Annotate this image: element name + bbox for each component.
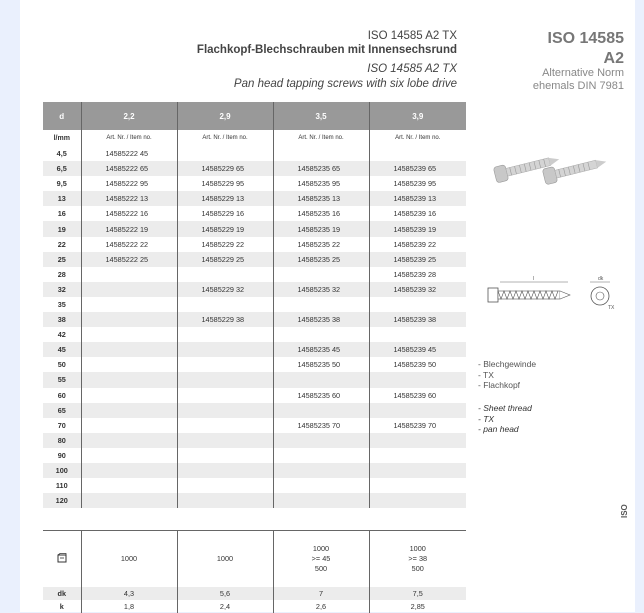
item-number-cell xyxy=(81,448,177,463)
art-nr-label: Art. Nr. / Item no. xyxy=(177,130,273,146)
feature-en: - Sheet thread xyxy=(478,403,532,413)
diameter-header: 2,9 xyxy=(177,102,273,130)
item-number-cell xyxy=(81,372,177,387)
item-number-cell xyxy=(273,327,369,342)
item-number-cell: 14585239 38 xyxy=(369,312,466,327)
item-number-cell: 14585239 28 xyxy=(369,267,466,282)
item-number-cell xyxy=(81,388,177,403)
diameter-header: 3,5 xyxy=(273,102,369,130)
item-number-cell xyxy=(81,418,177,433)
item-number-cell: 14585235 22 xyxy=(273,237,369,252)
length-cell: 110 xyxy=(43,478,81,493)
item-number-cell: 14585235 95 xyxy=(273,176,369,191)
header-line-3: ISO 14585 A2 TX xyxy=(367,63,457,75)
table-row xyxy=(43,327,466,342)
item-number-cell: 14585235 45 xyxy=(273,342,369,357)
item-number-cell xyxy=(81,403,177,418)
item-number-cell: 14585229 13 xyxy=(177,191,273,206)
art-nr-label: Art. Nr. / Item no. xyxy=(81,130,177,146)
table-row xyxy=(43,161,466,176)
item-number-cell: 14585235 65 xyxy=(273,161,369,176)
item-number-cell xyxy=(177,433,273,448)
item-number-cell xyxy=(177,463,273,478)
item-number-cell xyxy=(81,327,177,342)
item-number-cell xyxy=(81,493,177,508)
item-number-cell: 14585229 38 xyxy=(177,312,273,327)
item-number-cell xyxy=(369,403,466,418)
item-number-cell: 14585239 16 xyxy=(369,206,466,221)
item-number-cell xyxy=(369,463,466,478)
item-number-cell: 14585239 13 xyxy=(369,191,466,206)
item-number-cell: 14585229 22 xyxy=(177,237,273,252)
item-number-cell xyxy=(81,463,177,478)
item-number-cell xyxy=(177,372,273,387)
table-row xyxy=(43,312,466,327)
table-row xyxy=(43,433,466,448)
item-number-cell: 14585239 22 xyxy=(369,237,466,252)
item-number-cell xyxy=(369,297,466,312)
item-number-cell: 14585235 25 xyxy=(273,252,369,267)
length-cell: 65 xyxy=(43,403,81,418)
length-cell: 9,5 xyxy=(43,176,81,191)
item-number-cell xyxy=(81,433,177,448)
item-number-cell: 14585235 16 xyxy=(273,206,369,221)
table-row xyxy=(43,448,466,463)
table-row xyxy=(43,372,466,387)
item-number-cell: 14585235 70 xyxy=(273,418,369,433)
table-row xyxy=(43,237,466,252)
table-row xyxy=(43,176,466,191)
header-line-4: Pan head tapping screws with six lobe drive xyxy=(233,78,457,90)
item-number-cell xyxy=(273,146,369,161)
item-number-cell: 14585239 95 xyxy=(369,176,466,191)
item-number-cell: 14585235 19 xyxy=(273,221,369,236)
length-cell: 38 xyxy=(43,312,81,327)
item-number-cell: 14585229 16 xyxy=(177,206,273,221)
iso-title xyxy=(548,29,625,69)
drawing-label-l: l xyxy=(533,276,535,282)
packaging-qty: 1000 xyxy=(177,531,273,588)
length-cell: 70 xyxy=(43,418,81,433)
features-german xyxy=(478,359,536,391)
item-number-cell xyxy=(81,357,177,372)
iso-title-line-2: A2 xyxy=(603,50,624,67)
feature-en: - pan head xyxy=(478,424,519,434)
table-row xyxy=(43,357,466,372)
item-number-cell xyxy=(177,478,273,493)
table-row xyxy=(43,403,466,418)
item-number-cell xyxy=(273,297,369,312)
item-number-cell xyxy=(369,433,466,448)
d-header: d xyxy=(43,102,81,130)
item-number-cell xyxy=(177,327,273,342)
item-number-cell xyxy=(81,282,177,297)
item-number-cell: 14585239 25 xyxy=(369,252,466,267)
item-number-cell xyxy=(273,493,369,508)
item-number-cell: 14585222 16 xyxy=(81,206,177,221)
item-number-cell xyxy=(273,448,369,463)
item-number-cell: 14585229 65 xyxy=(177,161,273,176)
packaging-qty: 1000 >= 45 500 xyxy=(273,531,369,588)
length-cell: 42 xyxy=(43,327,81,342)
item-number-cell xyxy=(273,433,369,448)
item-number-cell xyxy=(369,448,466,463)
item-number-cell xyxy=(273,478,369,493)
length-cell: 19 xyxy=(43,221,81,236)
packaging-row xyxy=(43,531,466,588)
table-row xyxy=(43,191,466,206)
item-number-cell: 14585222 65 xyxy=(81,161,177,176)
length-cell: 80 xyxy=(43,433,81,448)
item-number-cell: 14585235 38 xyxy=(273,312,369,327)
item-number-cell xyxy=(369,146,466,161)
length-cell: 28 xyxy=(43,267,81,282)
item-number-cell xyxy=(369,372,466,387)
feature-de: - TX xyxy=(478,369,494,380)
item-number-cell: 14585239 70 xyxy=(369,418,466,433)
item-number-cell: 14585229 95 xyxy=(177,176,273,191)
length-cell: 35 xyxy=(43,297,81,312)
item-number-cell: 14585222 19 xyxy=(81,221,177,236)
item-number-cell: 14585222 25 xyxy=(81,252,177,267)
length-cell: 22 xyxy=(43,237,81,252)
catalog-page xyxy=(20,0,635,612)
table-row xyxy=(43,267,466,282)
diameter-header: 2,2 xyxy=(81,102,177,130)
length-cell: 120 xyxy=(43,493,81,508)
table-row xyxy=(43,493,466,508)
item-number-cell xyxy=(177,493,273,508)
item-number-cell: 14585235 60 xyxy=(273,388,369,403)
length-cell: 6,5 xyxy=(43,161,81,176)
length-cell: 50 xyxy=(43,357,81,372)
item-number-cell xyxy=(177,448,273,463)
item-number-cell xyxy=(273,463,369,478)
dimension-row-k: k 1,8 2,4 2,6 2,85 xyxy=(43,600,466,613)
item-number-cell: 14585229 25 xyxy=(177,252,273,267)
item-number-cell: 14585222 95 xyxy=(81,176,177,191)
art-nr-label: Art. Nr. / Item no. xyxy=(273,130,369,146)
item-number-cell xyxy=(273,403,369,418)
feature-en: - TX xyxy=(478,413,495,424)
drawing-label-dk: dk xyxy=(598,276,604,282)
alternative-norm xyxy=(533,67,624,93)
diameter-header: 3,9 xyxy=(369,102,466,130)
length-cell: 4,5 xyxy=(43,146,81,161)
length-cell: 60 xyxy=(43,388,81,403)
item-number-cell: 14585222 22 xyxy=(81,237,177,252)
item-number-cell xyxy=(81,312,177,327)
table-row xyxy=(43,478,466,493)
alternative-norm-line-1: Alternative Norm xyxy=(542,67,624,79)
table-row xyxy=(43,388,466,403)
length-cell: 55 xyxy=(43,372,81,387)
item-number-cell: 14585235 13 xyxy=(273,191,369,206)
diameter-header-row xyxy=(43,102,466,130)
item-number-cell: 14585239 60 xyxy=(369,388,466,403)
item-number-cell xyxy=(273,267,369,282)
table-row xyxy=(43,206,466,221)
item-number-cell xyxy=(369,478,466,493)
item-number-cell: 14585239 32 xyxy=(369,282,466,297)
table-row xyxy=(43,252,466,267)
screw-photo xyxy=(485,140,613,196)
item-number-cell xyxy=(369,493,466,508)
header-line-2: Flachkopf-Blechschrauben mit Innensechsrund xyxy=(196,44,457,56)
item-number-cell: 14585239 65 xyxy=(369,161,466,176)
iso-title-line-1: ISO 14585 xyxy=(547,30,624,47)
subheader-row xyxy=(43,130,466,146)
side-tab: ISO xyxy=(620,504,629,518)
features-english xyxy=(478,403,532,435)
item-number-cell: 14585229 32 xyxy=(177,282,273,297)
alternative-norm-line-2: ehemals DIN 7981 xyxy=(532,80,624,92)
table-row xyxy=(43,146,466,161)
item-number-cell: 14585229 19 xyxy=(177,221,273,236)
item-number-cell xyxy=(81,478,177,493)
table-row xyxy=(43,342,466,357)
packaging-qty: 1000 xyxy=(81,531,177,588)
table-row xyxy=(43,221,466,236)
item-number-cell xyxy=(177,418,273,433)
item-number-cell xyxy=(177,357,273,372)
item-number-cell: 14585235 32 xyxy=(273,282,369,297)
item-number-cell xyxy=(81,297,177,312)
item-number-cell: 14585239 45 xyxy=(369,342,466,357)
table-row xyxy=(43,297,466,312)
item-number-cell xyxy=(177,297,273,312)
length-cell: 25 xyxy=(43,252,81,267)
box-icon xyxy=(43,531,81,588)
item-number-cell: 14585239 19 xyxy=(369,221,466,236)
item-number-cell: 14585235 50 xyxy=(273,357,369,372)
packaging-qty: 1000 >= 38 500 xyxy=(369,531,466,588)
art-nr-label: Art. Nr. / Item no. xyxy=(395,135,441,141)
technical-drawing xyxy=(478,272,626,312)
table-row xyxy=(43,463,466,478)
length-cell: 16 xyxy=(43,206,81,221)
table-row xyxy=(43,282,466,297)
item-number-cell: 14585222 45 xyxy=(81,146,177,161)
item-number-cell xyxy=(81,342,177,357)
length-cell: 100 xyxy=(43,463,81,478)
length-cell: 45 xyxy=(43,342,81,357)
table-row xyxy=(43,418,466,433)
item-number-cell xyxy=(177,388,273,403)
drawing-label-tx: TX xyxy=(608,305,615,311)
item-number-cell xyxy=(81,267,177,282)
header-line-1: ISO 14585 A2 TX xyxy=(367,30,457,42)
length-label: l/mm xyxy=(43,130,81,146)
item-number-cell xyxy=(177,403,273,418)
feature-de: - Flachkopf xyxy=(478,380,521,390)
feature-de: - Blechgewinde xyxy=(478,359,537,369)
item-number-cell xyxy=(177,146,273,161)
item-number-cell xyxy=(177,267,273,282)
length-cell: 32 xyxy=(43,282,81,297)
item-number-cell xyxy=(177,342,273,357)
item-number-cell: 14585239 50 xyxy=(369,357,466,372)
item-number-cell xyxy=(273,372,369,387)
length-cell: 13 xyxy=(43,191,81,206)
spec-table xyxy=(43,530,466,613)
item-number-cell: 14585222 13 xyxy=(81,191,177,206)
dimension-row-dk: dk 4,3 5,6 7 7,5 xyxy=(43,587,466,600)
item-number-cell xyxy=(369,327,466,342)
length-cell: 90 xyxy=(43,448,81,463)
item-table xyxy=(43,102,466,508)
